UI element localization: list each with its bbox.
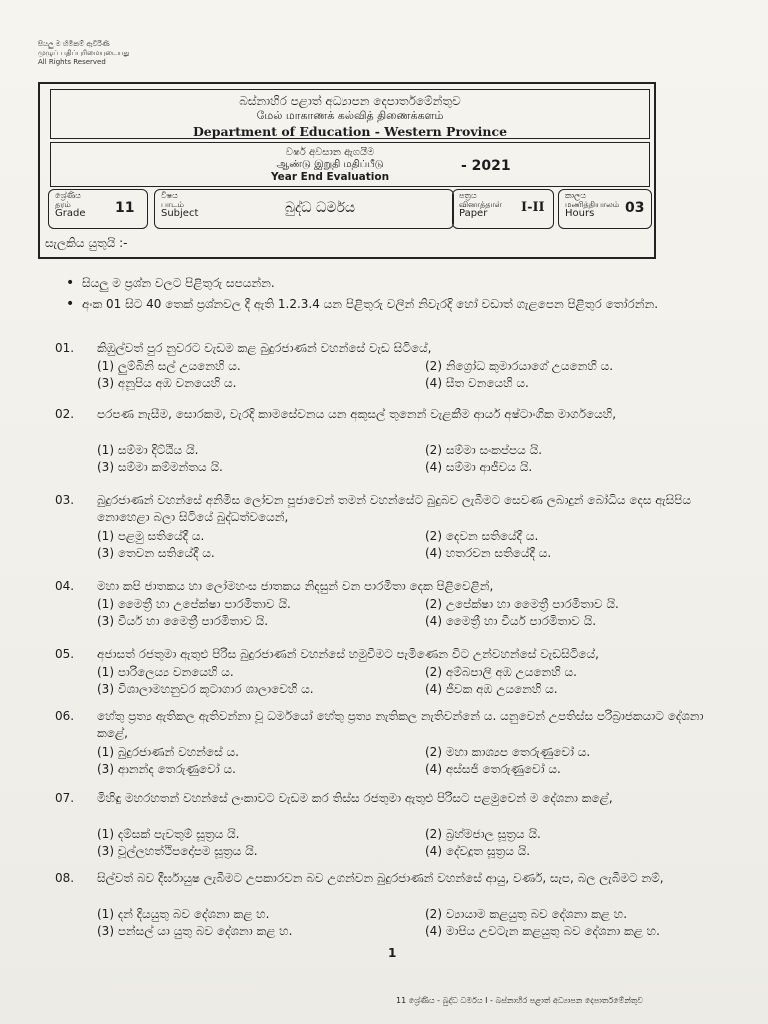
option-2: (2) බ්‍රහ්මජාල සූත්‍රය යි. — [425, 827, 541, 841]
hours-value: 03 — [625, 200, 645, 216]
option-4: (4) හතරවන සතියේදී ය. — [425, 546, 552, 560]
option-3: (3) පන්සල් යා යුතු බව දේශනා කළ හ. — [97, 924, 293, 938]
grade-label-si: ශ්‍රේණිය — [55, 191, 81, 200]
grade-label-en: Grade — [55, 208, 86, 219]
hours-label-en: Hours — [565, 208, 595, 219]
option-4: (4) සීත වනයෙහි ය. — [425, 376, 529, 390]
copyright-en: All Rights Reserved — [38, 58, 106, 66]
page-footer: 11 ශ්‍රේණිය - බුද්ධ ධර්මය I - බස්නාහිර පළාත් අධ්‍යාපන දෙපාර්තමේන්තුව — [396, 996, 644, 1005]
question-number: 02. — [55, 407, 75, 421]
department-box — [50, 89, 650, 139]
option-3: (3) ආනන්ද තෙරුණුවෝ ය. — [97, 762, 236, 776]
option-1: (1) පළමු සතියේදී ය. — [97, 529, 205, 543]
exam-header — [38, 82, 656, 259]
instructions-list — [60, 274, 700, 316]
option-1: (1) දම්සක් පැවතුම් සූත්‍රය යි. — [97, 827, 240, 841]
grade-box — [48, 189, 148, 229]
option-3: (3) වීර්ය හා මෛත්‍රී පාරමිතාව යි. — [97, 614, 269, 628]
question-text: අජාසත් රජතුමා ඇතුළු පිරිස බුදුරජාණන් වහන්සේ හමුවීමට පැමිණෙන විට උන්වහන්සේ වැඩසිටියේ, — [97, 647, 599, 661]
evaluation-box — [50, 142, 650, 187]
evaluation-title-si: වර්ෂ අවසාන ඇගයීම — [285, 147, 375, 158]
question-number: 05. — [55, 647, 75, 661]
paper-label-si: පත්‍රය — [459, 191, 477, 200]
question-text: සිල්වත් බව දීර්ඝායුෂ ලැබීමට උපකාරවන බව උගන්වන බුදුරජාණන් වහන්සේ ආයු, වර්ණ, සැප, බල ලැබීමට නම්, — [97, 871, 664, 885]
question-number: 03. — [55, 493, 75, 507]
question-number: 01. — [55, 341, 75, 355]
evaluation-title-en: Year End Evaluation — [271, 171, 390, 183]
option-4: (4) මාපිය උවටැන කළයුතු බව දේශනා කළ හ. — [425, 924, 660, 938]
option-2: (2) ව්‍යායාම කළයුතු බව දේශනා කළ හ. — [425, 907, 628, 921]
paper-label — [459, 191, 502, 218]
question-text: කිඹුල්වත් පුර නුවරට වැඩම කළ බුදුරජාණන් වහන්සේ වැඩ සිටියේ, — [97, 341, 432, 355]
instructions-heading: සැලකිය යුතුයි :- — [45, 236, 128, 250]
option-2: (2) සම්මා සංකප්පය යි. — [425, 443, 543, 457]
question-text: බුදුරජාණන් වහන්සේ අනිමිස ලෝචන පූජාවෙන් තමන් වහන්සේට බුදුබව ලැබීමට සෙවණ ලබාදුන් බෝධිය දෙස ඇසිපිය නොහෙළා බලා සිටියේ බුද්ධත්වයෙන්, — [97, 493, 692, 524]
option-2: (2) උපේක්ෂා හා මෛත්‍රී පාරමිතාව යි. — [425, 597, 619, 611]
option-4: (4) සම්මා ආජීවය යි. — [425, 460, 533, 474]
hours-label-si: කාලය — [565, 191, 586, 200]
question-number: 07. — [55, 791, 75, 805]
option-3: (3) සම්මා කම්මන්තය යි. — [97, 460, 223, 474]
option-1: (1) බුදුරජාණන් වහන්සේ ය. — [97, 745, 239, 759]
hours-label-ta: மணித்தியாலம் — [565, 200, 620, 209]
option-4: (4) මෛත්‍රී හා වීර්ය පාරමිතාව යි. — [425, 614, 597, 628]
exam-meta-row — [48, 189, 652, 231]
option-2: (2) මහා කාශ්‍යප තෙරුණුවෝ ය. — [425, 745, 591, 759]
option-1: (1) ලුම්බිනි සල් උයනෙහි ය. — [97, 359, 241, 373]
question-text: පරපණ නැසීම, සොරකම, වැරදි කාමසේවනය යන අකුසල් තුනෙන් වැළකීම ආර්ය අෂ්ටාංගික මාර්ගයෙහි, — [97, 407, 617, 421]
evaluation-title-ta: ஆண்டு இறுதி மதிப்பீடு — [276, 159, 384, 170]
subject-value: බුද්ධ ධර්මය — [285, 200, 356, 216]
option-4: (4) ජීවක අඹ උයනෙහි ය. — [425, 682, 558, 696]
option-2: (2) දෙවන සතියේදී ය. — [425, 529, 539, 543]
paper-label-en: Paper — [459, 208, 488, 219]
option-2: (2) නිග්‍රෝධ කුමාරයාගේ උයනෙහි ය. — [425, 359, 614, 373]
option-2: (2) අම්බපාලි අඹ උයනෙහි ය. — [425, 665, 577, 679]
copyright-ta: முழுப் பதிப்புரிமையுடையது — [38, 49, 130, 57]
subject-label-en: Subject — [161, 208, 199, 219]
hours-label — [565, 191, 619, 218]
department-name-ta: மேல் மாகாணக் கல்வித் திணைக்களம் — [256, 109, 444, 122]
question-text: හේතු ප්‍රත්‍ය ඇතිකල ඇතිවන්නා වූ ධර්මයෝ හේතු ප්‍රත්‍ය නැතිකල නැතිවන්නේ ය. යනුවෙන් උපතිස්ස පරිබ්‍රාජකයාට දේශනා කළේ, — [97, 709, 704, 740]
department-name-en: Department of Education - Western Province — [192, 124, 508, 139]
option-3: (3) චූල්ලහත්ථිපදෝපම සූත්‍රය යි. — [97, 844, 258, 858]
question-number: 04. — [55, 579, 75, 593]
grade-value: 11 — [115, 200, 135, 216]
grade-label — [55, 191, 86, 218]
copyright-si: සියලු ම හිමිකම් ඇවිරිණි — [38, 40, 110, 48]
paper-label-ta: வினாத்தாள் — [459, 200, 502, 209]
department-name-si: බස්නාහිර පළාත් අධ්‍යාපන දෙපාර්තමේන්තුව — [239, 94, 461, 108]
option-1: (1) දන් දියයුතු බව දේශනා කළ හ. — [97, 907, 270, 921]
option-1: (1) මෛත්‍රී හා උපේක්ෂා පාරමිතාව යි. — [97, 597, 291, 611]
question-number: 06. — [55, 709, 75, 723]
instruction-item: • සියලු ම ප්‍රශ්න වලට පිළිතුරු සපයන්න. — [60, 274, 700, 292]
option-3: (3) අනූපිය අඹ වනයෙහි ය. — [97, 376, 237, 390]
grade-label-ta: தரம் — [55, 200, 71, 209]
paper-value: I-II — [521, 200, 545, 215]
evaluation-title — [271, 147, 389, 183]
hours-box — [558, 189, 652, 229]
subject-label-ta: பாடம் — [161, 200, 184, 209]
page-number: 1 — [388, 946, 397, 960]
subject-label — [161, 191, 198, 218]
option-4: (4) දේවදූත සූත්‍රය යි. — [425, 844, 531, 858]
copyright-notice — [38, 40, 130, 67]
option-4: (4) අස්සජි තෙරුණුවෝ ය. — [425, 762, 561, 776]
option-1: (1) පාරිලෙය්‍ය වනයෙහි ය. — [97, 665, 234, 679]
exam-year: - 2021 — [461, 158, 511, 174]
option-3: (3) තෙවන සතියේදී ය. — [97, 546, 215, 560]
question-text: මිහිඳු මහරහතන් වහන්සේ ලංකාවට වැඩම කර තිස්ස රජතුමා ඇතුළු පිරිසට පළමුවෙන් ම දේශනා කළේ, — [97, 791, 613, 805]
option-1: (1) සම්මා දිට්ඨිය යි. — [97, 443, 199, 457]
subject-box — [154, 189, 454, 229]
question-text: මහා කපි ජාතකය හා ලෝමහංස ජාතකය නිදසුන් වන පාරමිතා දෙක පිළිවෙළින්, — [97, 579, 494, 593]
question-number: 08. — [55, 871, 75, 885]
paper-box — [452, 189, 554, 229]
subject-label-si: විෂය — [161, 191, 178, 200]
instruction-item: • අංක 01 සිට 40 තෙක් ප්‍රශ්නවල දී ඇති 1.2.3.4 යන පිළිතුරු වලින් නිවැරදි හෝ වඩාත් ගැළපෙන පිළිතුර තෝරන්න. — [60, 295, 700, 313]
option-3: (3) විශාලාමහනුවර කූටාගාර ශාලාවෙහි ය. — [97, 682, 314, 696]
